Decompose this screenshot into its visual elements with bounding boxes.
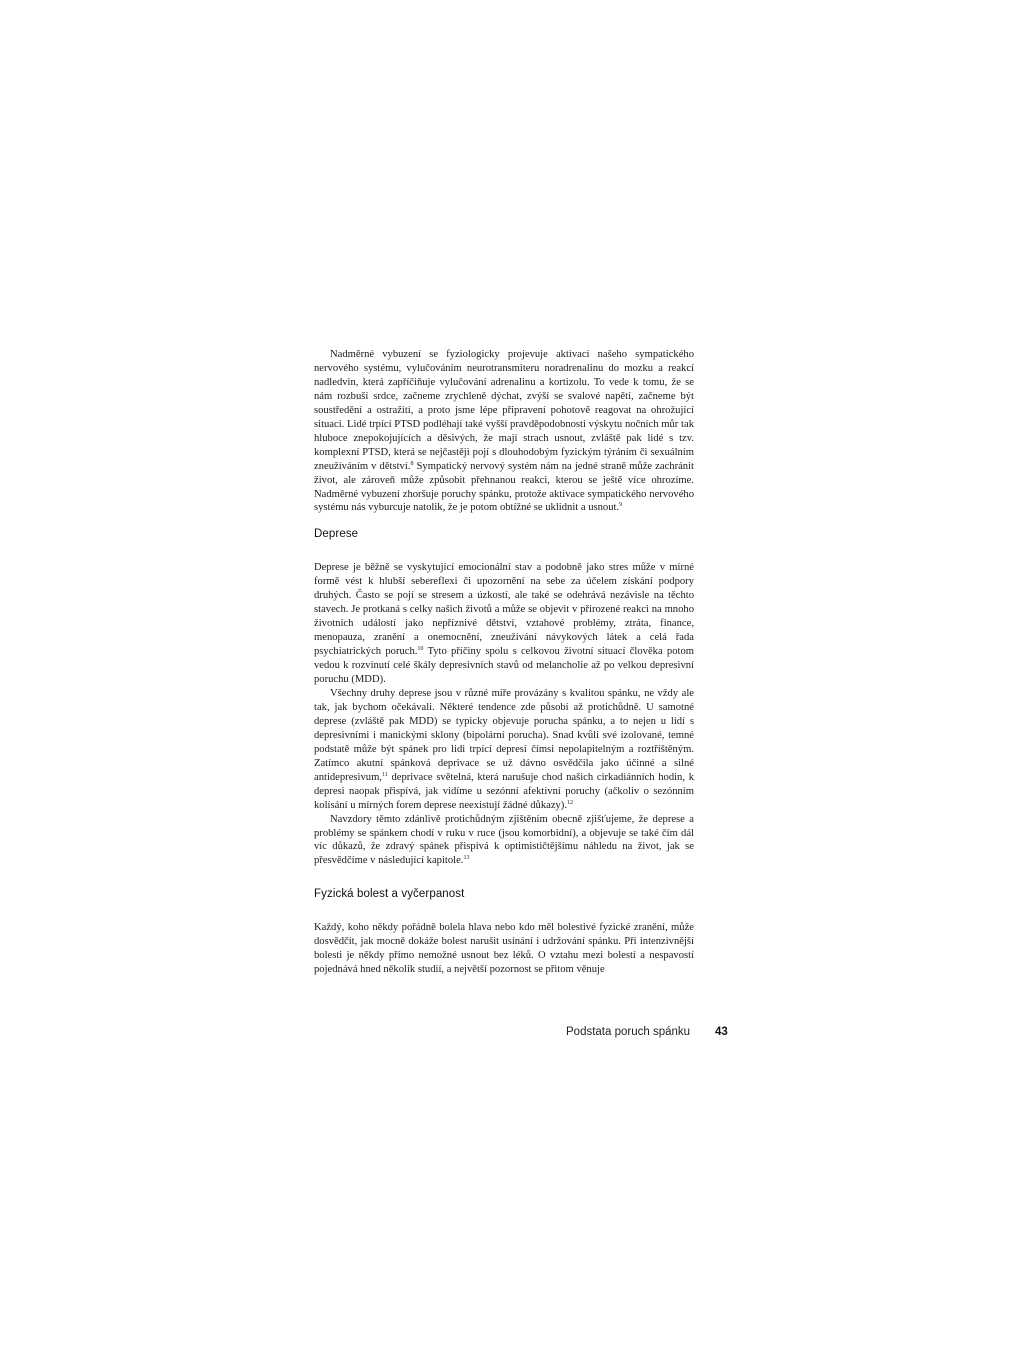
footnote-ref: 11 — [381, 771, 388, 778]
paragraph-hyperarousal — [314, 348, 694, 515]
page-body — [314, 348, 694, 977]
paragraph-text: Sympatický nervový systém nám na jedné straně může zachránit život, ale zároveň může způsobit přehnanou reakci, kterou se ještě více ohrozíme. Nadměrné vybuzení zhoršuje poruchy spánku, protože aktivace sympatického nervového systému nás vyburcuje natolik, že je potom obtížné se uklidnit a usnout. — [314, 460, 694, 514]
footnote-ref: 9 — [619, 502, 623, 509]
paragraph-text: Deprese je běžně se vyskytující emocionální stav a podobně jako stres může v mírné formě vést k hlubší sebereflexi či upozornění na sebe za účelem získání podpory druhých. Často se pojí se stresem a úzkostí, ale také se odehrává nezávisle na těchto stavech. Je protkaná s celky našich životů a může se objevit v přirozené reakci na mnoho životních událostí jako nepříznivé dětství, vztahové problémy, ztráta, finance, menopauza, zranění a onemocnění, zneužívání návykových látek a celá řada psychiatrických poruch. — [314, 562, 694, 658]
paragraph-text: Nadměrné vybuzení se fyziologicky projevuje aktivací našeho sympatického nervového systému, vylučováním neurotransmiteru noradrenalinu do mozku a reakcí nadledvin, která zapříčiňuje vylučování adrenalinu a kortizolu. To vede k tomu, že se nám rozbuší srdce, začneme zrychleně dýchat, zvýší se svalové napětí, začneme být soustředění a ostražití, a proto jsme lépe připravení pohotově reagovat na ohrožující situaci. Lidé trpící PTSD podléhají také vyšší pravděpodobnosti výskytu nočních můr tak hluboce znepokojujících a děsivých, že mají strach usnout, zvláště pak lidé s tzv. komplexní PTSD, která se nejčastěji pojí s dlouhodobým fyzickým týráním či sexuálním zneužíváním v dětství. — [314, 349, 694, 472]
running-footer-title: Podstata poruch spánku — [566, 1026, 691, 1038]
paragraph-text: Navzdory těmto zdánlivě protichůdným zjištěním obecně zjišťujeme, že deprese a problémy se spánkem chodí v ruku v ruce (jsou komorbidní), a objevuje se také čím dál víc důkazů, že zdravý spánek přispívá k optimističtějšímu náhledu na život, jak se přesvědčíme v následující kapitole. — [314, 813, 694, 867]
paragraph-text: Tyto příčiny spolu s celkovou životní situací člověka potom vedou k rozvinutí celé škály depresivních stavů od melancholie až po velkou depresivní poruchu (MDD). — [314, 646, 694, 686]
paragraph-depression-sleep — [314, 687, 694, 813]
section-heading-pain: Fyzická bolest a vyčerpanost — [314, 888, 465, 901]
footnote-ref: 13 — [463, 855, 470, 862]
paragraph-text: deprivace světelná, která narušuje chod našich cirkadiánních hodin, k depresi naopak přispívá, jak vidíme u sezónní afektivní poruchy (ačkoliv o sezónním kolísání u mírných forem deprese neexistují žádné důkazy). — [314, 771, 694, 811]
footnote-ref: 10 — [417, 646, 424, 653]
page-number: 43 — [715, 1026, 728, 1038]
paragraph-text: Všechny druhy deprese jsou v různé míře provázány s kvalitou spánku, ne vždy ale tak, jak bychom očekávali. Některé tendence zde působí až protichůdně. U samotné deprese (zvláště pak MDD) se typicky objevuje porucha spánku, a to nejen u lidí s depresivními i manickými sklony (bipolární porucha). Snad kvůli své izolované, temné podstatě může být spánek pro lidi trpící depresí čímsi nepolapitelným a roztříštěným. Zatímco akutní spánková deprivace se už dávno osvědčila jako účinné a silné antidepresivum, — [314, 687, 694, 783]
paragraph-text: Každý, koho někdy pořádně bolela hlava nebo kdo měl bolestivé fyzické zranění, může dosvědčit, jak mocně dokáže bolest narušit usínání i udržování spánku. Při intenzivnější bolesti je někdy přímo nemožné usnout bez léků. O vztahu mezi bolestí a nespavostí pojednává hned několik studií, a největší pozornost se přitom věnuje — [314, 922, 694, 976]
paragraph-depression-intro — [314, 561, 694, 687]
section-heading-deprese: Deprese — [314, 528, 359, 541]
footnote-ref: 12 — [567, 799, 573, 806]
paragraph-pain — [314, 921, 694, 977]
paragraph-comorbidity — [314, 813, 694, 869]
footnote-ref: 8 — [410, 460, 414, 467]
